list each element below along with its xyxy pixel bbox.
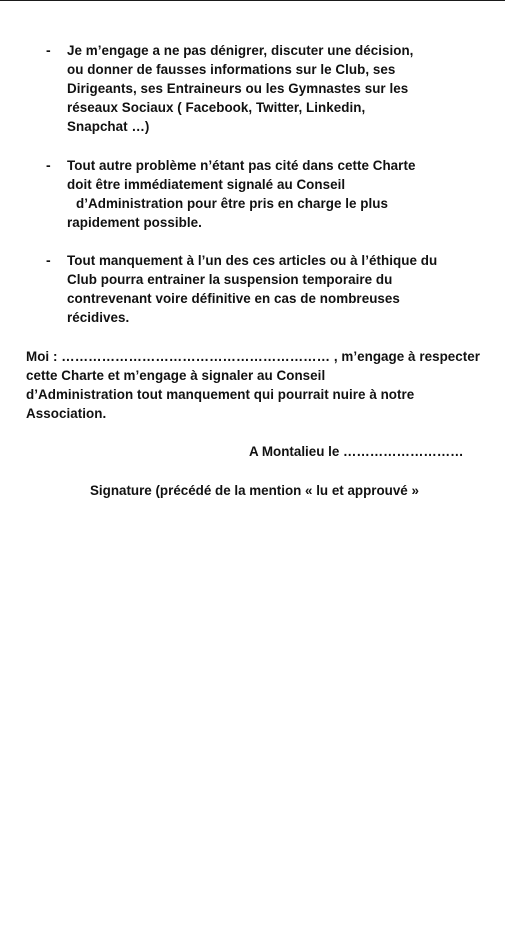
commitment-line: Association.: [26, 406, 107, 421]
bullet-marker: -: [46, 252, 51, 268]
bullet-line: Snapchat …): [67, 119, 150, 134]
bullet-line: Club pourra entrainer la suspension temporaire du: [67, 272, 393, 287]
bullet-line: rapidement possible.: [67, 215, 202, 230]
bullet-line: doit être immédiatement signalé au Conseil: [67, 177, 346, 192]
bullet-marker: -: [46, 157, 51, 173]
bullet-line: récidives.: [67, 310, 130, 325]
signature-line: Signature (précédé de la mention « lu et approuvé »: [90, 483, 419, 498]
bullet-line: Tout autre problème n’étant pas cité dans cette Charte: [67, 158, 416, 173]
bullet-line: Dirigeants, ses Entraineurs ou les Gymnastes sur les: [67, 81, 409, 96]
bullet-line: contrevenant voire définitive en cas de nombreuses: [67, 291, 400, 306]
bullet-line: Tout manquement à l’un des ces articles ou à l’éthique du: [67, 253, 438, 268]
bullet-marker: -: [46, 42, 51, 58]
bullet-line: d’Administration pour être pris en charge le plus: [76, 196, 388, 211]
place-date-line: A Montalieu le ………………………: [249, 444, 464, 459]
top-border-line: [0, 0, 505, 1]
commitment-line: cette Charte et m’engage à signaler au Conseil: [26, 368, 326, 383]
commitment-line: Moi : …………………………………………………… , m’engage à respecter: [26, 349, 481, 364]
bullet-line: Je m’engage a ne pas dénigrer, discuter une décision,: [67, 43, 414, 58]
bullet-line: ou donner de fausses informations sur le Club, ses: [67, 62, 396, 77]
bullet-line: réseaux Sociaux ( Facebook, Twitter, Linkedin,: [67, 100, 366, 115]
commitment-line: d’Administration tout manquement qui pourrait nuire à notre: [26, 387, 415, 402]
